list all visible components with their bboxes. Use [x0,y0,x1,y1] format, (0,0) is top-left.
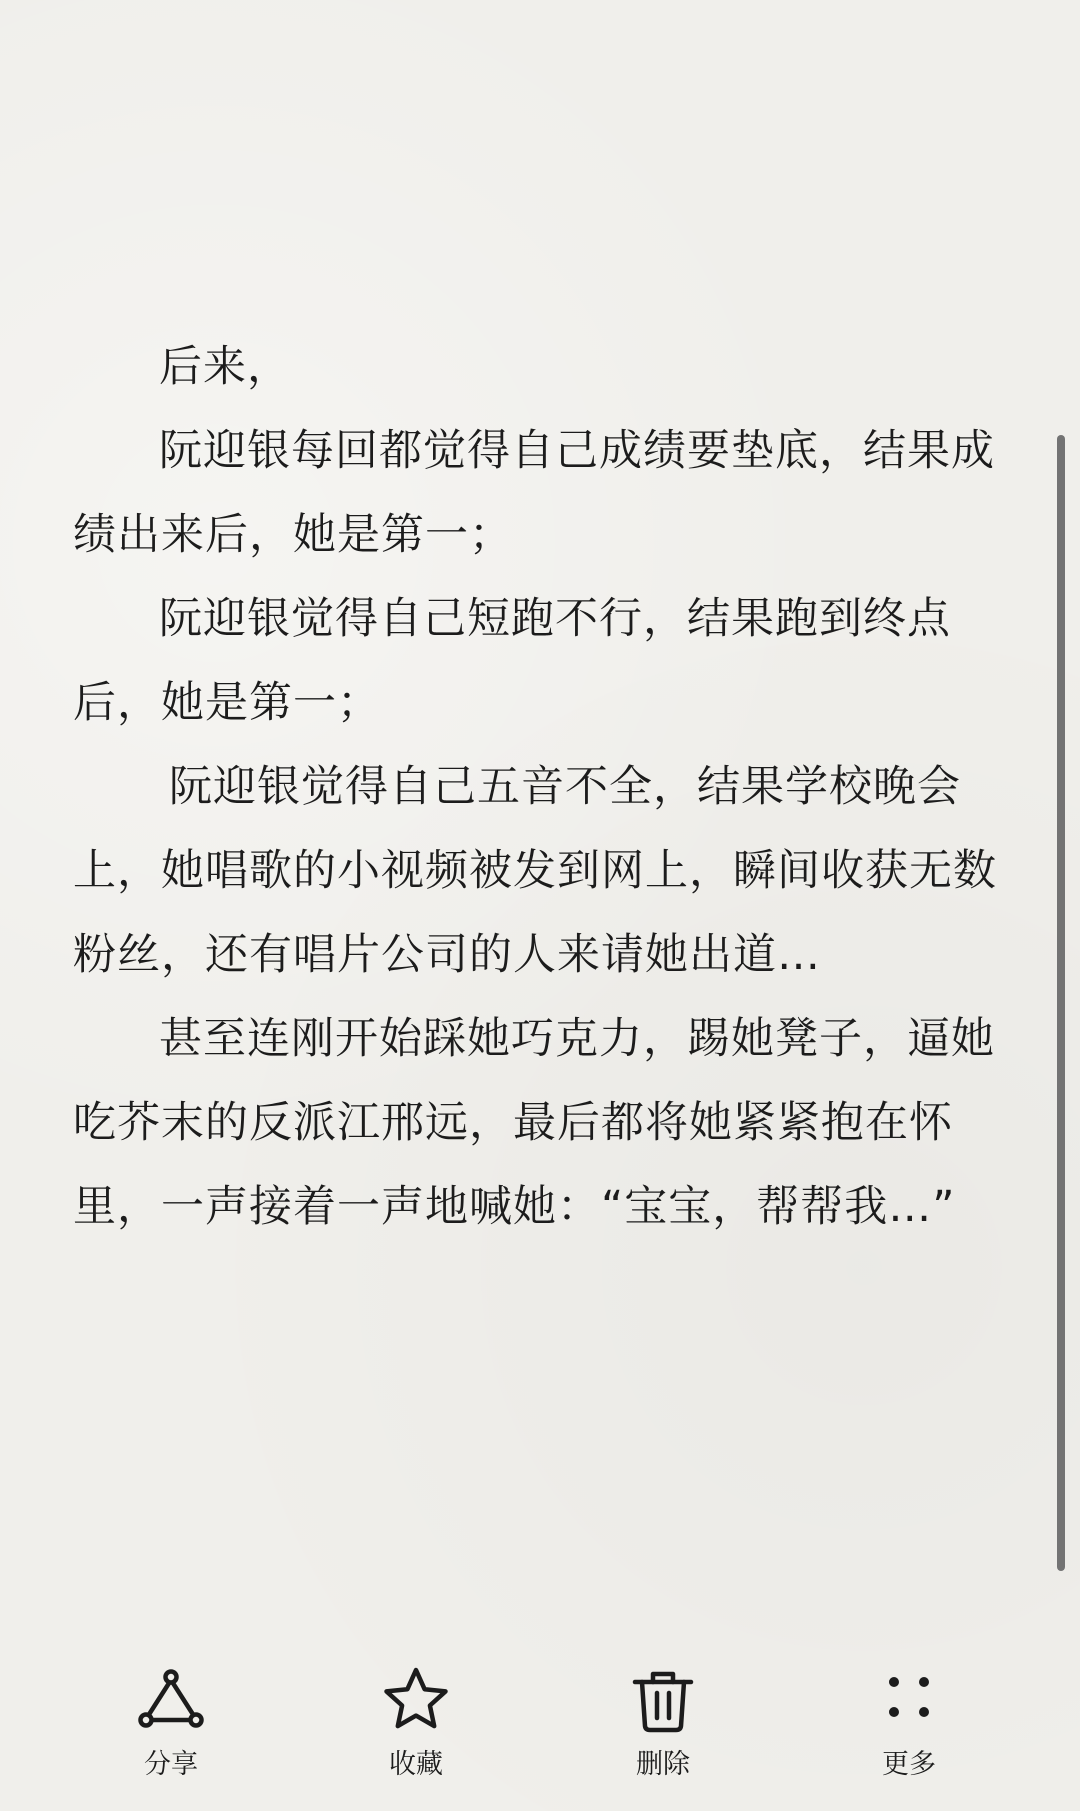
favorite-label: 收藏 [389,1749,443,1780]
four-dots-icon [869,1660,949,1740]
share-button[interactable] [96,1660,246,1790]
favorite-button[interactable] [341,1660,491,1790]
paragraph-5: 甚至连刚开始踩她巧克力，踢她凳子，逼她吃芥末的反派江邢远，最后都将她紧紧抱在怀里，一声接着一声地喊她：“宝宝，帮帮我…” [73,1014,995,1232]
delete-button[interactable] [588,1660,738,1790]
paragraph-4: 阮迎银觉得自己五音不全，结果学校晚会上，她唱歌的小视频被发到网上，瞬间收获无数粉丝，还有唱片公司的人来请她出道… [73,762,997,980]
star-icon [376,1660,456,1740]
paragraph-2: 阮迎银每回都觉得自己成绩要垫底，结果成绩出来后，她是第一； [73,426,995,560]
delete-label: 删除 [636,1749,690,1780]
share-label: 分享 [144,1749,198,1780]
bottom-toolbar [0,1660,1080,1790]
vertical-scrollbar[interactable] [1057,435,1065,1571]
paragraph-1: 后来， [159,342,291,392]
trash-icon [623,1660,703,1740]
more-button[interactable] [834,1660,984,1790]
paragraph-3: 阮迎银觉得自己短跑不行，结果跑到终点后，她是第一； [73,594,951,728]
article-body [73,325,998,1249]
share-icon [131,1660,211,1740]
more-label: 更多 [882,1749,936,1780]
